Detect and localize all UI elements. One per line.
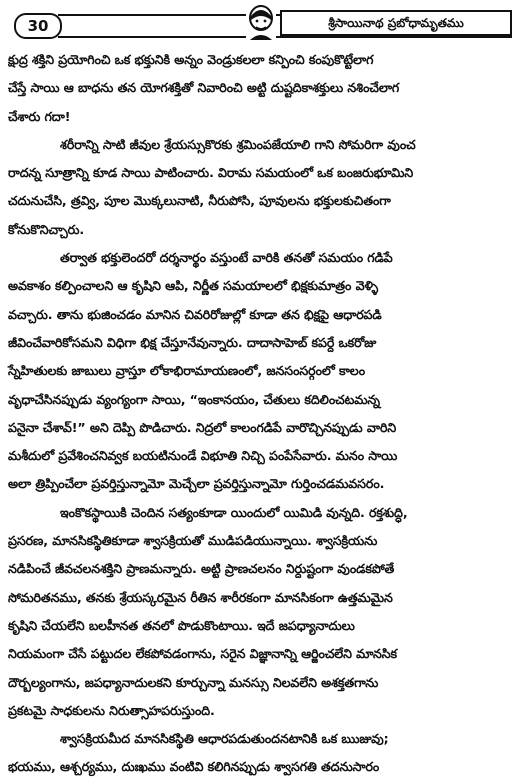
text-line: కృషిని చేయలేని బలహీనత తనలో పొడుకొంటాయి. ఇదే జపధ్యానాదులు xyxy=(8,617,355,633)
page-header xyxy=(8,4,512,40)
book-title: శ్రీసాయినాథ ప్రబోధామృతము xyxy=(280,10,512,36)
text-line: ప్రసరణ, మానసికస్థితికూడా శ్వాసక్రియతో ముడిపడియున్నాయి. శ్వాసక్రియను xyxy=(8,533,378,549)
text-line: ఇంకొకస్థాయికి చెందిన సత్యంకూడా యిందులో యిమిడి వున్నది. రక్తశుద్ధి, xyxy=(60,504,408,520)
text-line: క్షుద్ర శక్తిని ప్రయోగించి ఒక భక్తునికి అన్నం వెండ్రుకలలా కన్పించి కంపుకొట్టేలాగ xyxy=(8,52,374,67)
text-line: కోనుకొనిచ్చారు. xyxy=(8,221,85,237)
text-line: చేస్తే సాయి ఆ బాధను తన యోగశక్తితో నివారించి అట్టి దుష్టదికాశక్తులు నశించేలాగ xyxy=(8,80,400,96)
text-line: దౌర్బల్యంగాను, జపధ్యానాదులకని కూర్చున్నా మనస్సు నిలవలేని అశక్తతగాను xyxy=(8,674,379,690)
text-line: నియమంగా చేసే పట్టుదల లేకపోవడంగాను, సరైన విజ్ఞానాన్ని ఆర్జించలేని మానసిక xyxy=(8,646,397,662)
text-line: వృధాచేసినప్పుడు వ్యంగ్యంగా సాయి, “ఇంకానయం, చేతులు కదిలించటమన్న xyxy=(8,391,380,407)
header-rule-bottom xyxy=(58,36,512,38)
text-line: అలా త్రిప్పించేలా ప్రవర్తిస్తున్నామో మెచ్చేలా ప్రవర్తిస్తున్నామో గుర్తించడమవసరం. xyxy=(8,476,385,492)
sai-baba-portrait-icon xyxy=(246,4,276,40)
text-line: చేశారు గదా! xyxy=(8,108,71,124)
text-line: రాదన్న సూత్రాన్ని కూడ సాయి పాటించారు. విరామ సమయంలో ఒక బంజరుభూమిని xyxy=(8,165,414,181)
text-line: నడిపించే జీవచలనశక్తిని ప్రాణమన్నారు. అట్టి ప్రాణచలనం నిర్దుష్టంగా వుండకపోతే xyxy=(8,561,395,577)
page-body xyxy=(8,46,512,775)
text-line: సోమరితనము, తనకు శ్రేయస్కరమైన రీతిన శారీరకంగా మానసికంగా ఉత్తమమైన xyxy=(8,589,393,605)
text-line: శ్వాసక్రియమీద మానసికస్థితి ఆధారపడుతుందనటానికి ఒక ఋజువు; xyxy=(60,731,389,747)
text-line: మశీదులో ప్రవేశించనివ్వక బయటినుండే విభూతి నిచ్చి పంపేసేవారు. మనం సాయి xyxy=(8,448,398,464)
page-number: 30 xyxy=(14,13,62,39)
text-line: జీవించేవారికోసమని విధిగా భిక్ష చేస్తూనేవున్నారు. దాదాసాహెబ్ కపర్దే ఒకరోజు xyxy=(8,334,377,350)
text-line: తర్వాత భక్తులెందరో దర్శనార్థం వస్తుంటే వారికి తనతో సమయం గడిపే xyxy=(60,250,393,266)
text-line: చదునుచేసి, త్రవ్వి, పూల మొక్కలునాటి, నీరుపోసి, పూవులను భక్తులకుచితంగా xyxy=(8,193,391,209)
text-line: పనైనా చేశావ్!” అని దెప్పి పొడిచారు. నిద్రలో కాలంగడిపే వారొచ్చినప్పుడు వారిని xyxy=(8,419,397,435)
text-line: ప్రకటమై సాధకులను నిరుత్సాహపరుస్తుంది. xyxy=(8,702,215,718)
text-line: వచ్చారు. తాను భుజించడం మానిన చివరిరోజుల్లో కూడా తన భిక్షపై ఆధారపడి xyxy=(8,306,382,322)
text-line: భయము, ఆశ్చర్యము, దుఃఖము వంటివి కలిగినప్పుడు శ్వాసగతి తదనుసారం xyxy=(8,759,380,775)
text-line: స్నేహితులకు జాబులు వ్రాస్తూ లోకాభిరామాయణంలో, జనసంసర్గంలో కాలం xyxy=(8,363,366,379)
text-line: శరీరాన్ని సాటి జీవుల శ్రేయస్సుకొరకు శ్రమింపజేయాలి గాని సోమరిగా వుంచ xyxy=(60,136,416,152)
text-line: అవకాశం కల్పించాలని ఆ కృషిని ఆపి, నిర్ణీత సమయాలలో భిక్షకుమాత్రం వెళ్ళి xyxy=(8,278,379,294)
